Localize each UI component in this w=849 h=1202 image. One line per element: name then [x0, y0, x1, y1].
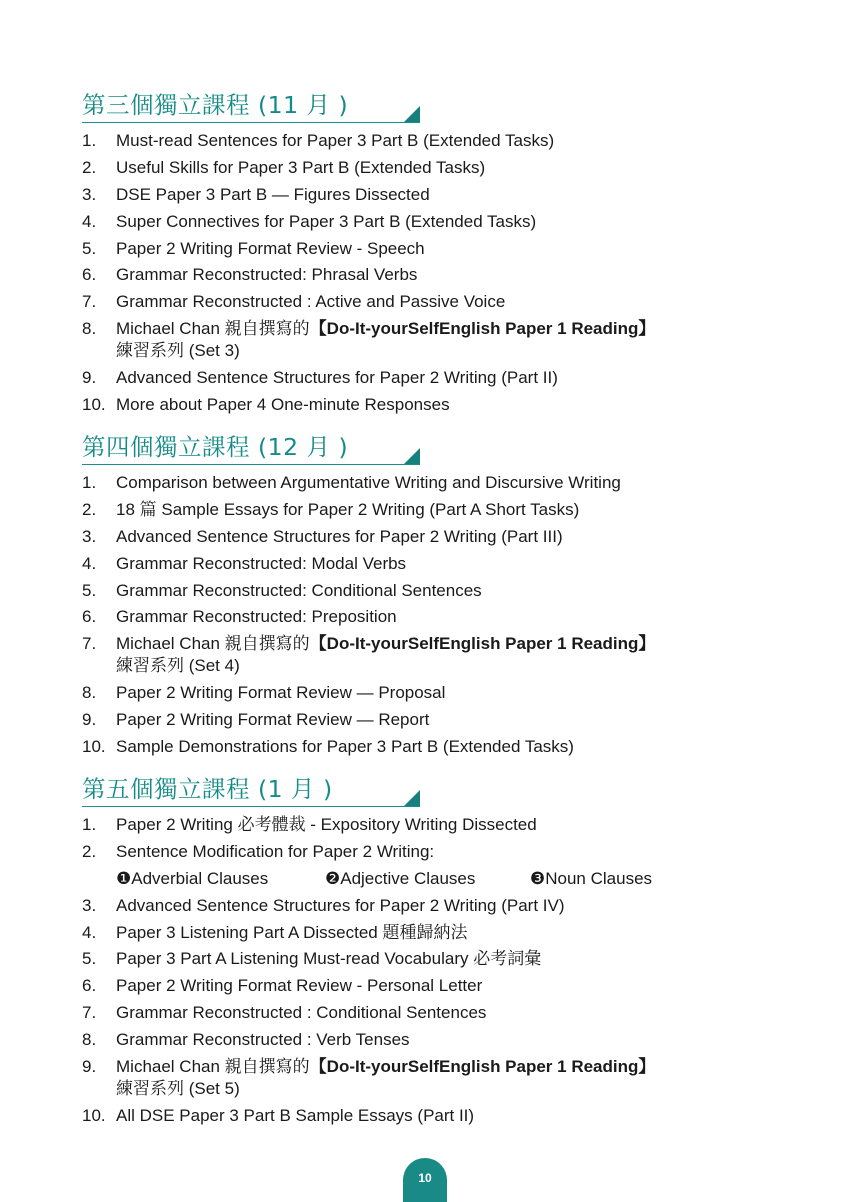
item-text: Grammar Reconstructed : Active and Passive Voice	[116, 292, 506, 312]
list-item	[82, 736, 742, 758]
course-section-3	[82, 86, 742, 421]
item-text: Paper 2 Writing Format Review — Report	[116, 710, 430, 730]
list-item	[82, 367, 742, 389]
item-number: 8.	[82, 319, 97, 339]
item-text: 18 篇 Sample Essays for Paper 2 Writing (Part A Short Tasks)	[116, 499, 580, 519]
item-number: 5.	[82, 949, 97, 969]
item-text: All DSE Paper 3 Part B Sample Essays (Part II)	[116, 1105, 475, 1125]
item-text: Advanced Sentence Structures for Paper 2 Writing (Part II)	[116, 368, 558, 388]
item-text: Sentence Modification for Paper 2 Writing:	[116, 841, 435, 861]
item-number: 1.	[82, 131, 97, 150]
item-text: Grammar Reconstructed: Modal Verbs	[116, 553, 407, 573]
list-item	[82, 895, 742, 917]
item-text: Grammar Reconstructed: Conditional Sentences	[116, 580, 482, 600]
list-item	[82, 499, 742, 521]
item-number: 10.	[82, 395, 106, 415]
item-number: 5.	[82, 580, 97, 600]
section-heading	[82, 428, 420, 465]
item-text: Advanced Sentence Structures for Paper 2 Writing (Part IV)	[116, 895, 565, 915]
list-item	[82, 394, 742, 416]
item-text: Paper 2 Writing 必考體裁 - Expository Writing Dissected	[116, 815, 537, 834]
list-item	[82, 580, 742, 602]
item-number: 3.	[82, 184, 97, 204]
list-item	[82, 526, 742, 548]
item-text: Grammar Reconstructed : Verb Tenses	[116, 1030, 410, 1050]
item-text: Advanced Sentence Structures for Paper 2 Writing (Part III)	[116, 526, 563, 546]
list-item	[82, 130, 742, 152]
course-list	[82, 814, 742, 1127]
item-text: Paper 3 Part A Listening Must-read Vocabulary 必考詞彙	[116, 949, 542, 969]
list-item	[82, 1002, 742, 1024]
item-number: 8.	[82, 1030, 97, 1050]
item-bold-title: 【Do-It-yourSelfEnglish Paper 1 Reading】	[309, 634, 656, 654]
item-number: 8.	[82, 683, 97, 703]
course-section-4	[82, 428, 742, 763]
item-prefix: Michael Chan 親自撰寫的	[116, 319, 310, 339]
item-number: 6.	[82, 607, 97, 627]
section-title: 第三個獨立課程 (11 月 )	[82, 91, 349, 119]
item-text: Paper 2 Writing Format Review - Speech	[116, 238, 425, 258]
item-text: More about Paper 4 One-minute Responses	[116, 395, 450, 415]
item-number: 3.	[82, 526, 97, 546]
item-number: 2.	[82, 499, 97, 519]
clause-options	[116, 868, 742, 890]
item-second-line: 練習系列 (Set 3)	[116, 341, 240, 361]
corner-triangle-icon	[404, 448, 420, 464]
item-text: DSE Paper 3 Part B — Figures Dissected	[116, 184, 430, 204]
item-prefix: Michael Chan 親自撰寫的	[116, 1057, 310, 1077]
item-number: 2.	[82, 841, 97, 861]
item-text: Grammar Reconstructed : Conditional Sentences	[116, 1003, 487, 1023]
item-text: Paper 3 Listening Part A Dissected 題種歸納法	[116, 922, 468, 942]
item-number: 7.	[82, 634, 97, 654]
item-number: 1.	[82, 473, 97, 492]
corner-triangle-icon	[404, 106, 420, 122]
list-item	[82, 948, 742, 970]
item-text: Must-read Sentences for Paper 3 Part B (Extended Tasks)	[116, 131, 555, 150]
item-number: 10.	[82, 737, 106, 757]
item-number: 7.	[82, 1003, 97, 1023]
list-item	[82, 553, 742, 575]
item-number: 6.	[82, 265, 97, 285]
item-second-line: 練習系列 (Set 5)	[116, 1079, 240, 1099]
list-item	[82, 264, 742, 286]
section-heading	[82, 86, 420, 123]
item-number: 4.	[82, 922, 97, 942]
item-number: 5.	[82, 238, 97, 258]
page-number-badge: 10	[403, 1158, 447, 1202]
item-text: Comparison between Argumentative Writing and Discursive Writing	[116, 473, 621, 492]
list-item	[82, 1029, 742, 1051]
item-number: 9.	[82, 1057, 97, 1077]
item-number: 7.	[82, 292, 97, 312]
list-item	[82, 1056, 742, 1100]
list-item	[82, 211, 742, 233]
list-item	[82, 184, 742, 206]
item-number: 2.	[82, 157, 97, 177]
course-list	[82, 130, 742, 416]
course-section-5	[82, 770, 742, 1132]
item-text: Sample Demonstrations for Paper 3 Part B (Extended Tasks)	[116, 737, 574, 757]
item-text: Useful Skills for Paper 3 Part B (Extended Tasks)	[116, 157, 486, 177]
list-item	[82, 682, 742, 704]
item-number: 4.	[82, 553, 97, 573]
item-text: Super Connectives for Paper 3 Part B (Extended Tasks)	[116, 211, 537, 231]
list-item	[82, 157, 742, 179]
clause-option: ❸Noun Clauses	[530, 868, 653, 888]
item-bold-title: 【Do-It-yourSelfEnglish Paper 1 Reading】	[309, 319, 656, 339]
section-title: 第五個獨立課程 (1 月 )	[82, 775, 333, 803]
item-number: 10.	[82, 1105, 106, 1125]
item-text: Paper 2 Writing Format Review - Personal Letter	[116, 976, 483, 996]
section-title: 第四個獨立課程 (12 月 )	[82, 433, 349, 461]
item-text: Grammar Reconstructed: Phrasal Verbs	[116, 265, 418, 285]
item-prefix: Michael Chan 親自撰寫的	[116, 634, 310, 654]
list-item	[82, 709, 742, 731]
item-number: 1.	[82, 815, 97, 834]
list-item	[82, 318, 742, 362]
list-item	[82, 472, 742, 494]
item-number: 4.	[82, 211, 97, 231]
item-second-line: 練習系列 (Set 4)	[116, 656, 240, 676]
item-number: 3.	[82, 895, 97, 915]
list-item	[82, 814, 742, 836]
item-text: Grammar Reconstructed: Preposition	[116, 607, 397, 627]
course-list	[82, 472, 742, 758]
item-text: Paper 2 Writing Format Review — Proposal	[116, 683, 446, 703]
list-item	[82, 291, 742, 313]
corner-triangle-icon	[404, 790, 420, 806]
clause-option: ❶Adverbial Clauses	[116, 868, 269, 888]
item-bold-title: 【Do-It-yourSelfEnglish Paper 1 Reading】	[309, 1057, 656, 1077]
list-item	[82, 841, 742, 890]
list-item	[82, 606, 742, 628]
clause-option: ❷Adjective Clauses	[325, 868, 476, 888]
list-item	[82, 633, 742, 677]
list-item	[82, 238, 742, 260]
item-number: 9.	[82, 368, 97, 388]
item-number: 9.	[82, 710, 97, 730]
list-item	[82, 922, 742, 944]
item-number: 6.	[82, 976, 97, 996]
list-item	[82, 1105, 742, 1127]
section-heading	[82, 770, 420, 807]
list-item	[82, 975, 742, 997]
